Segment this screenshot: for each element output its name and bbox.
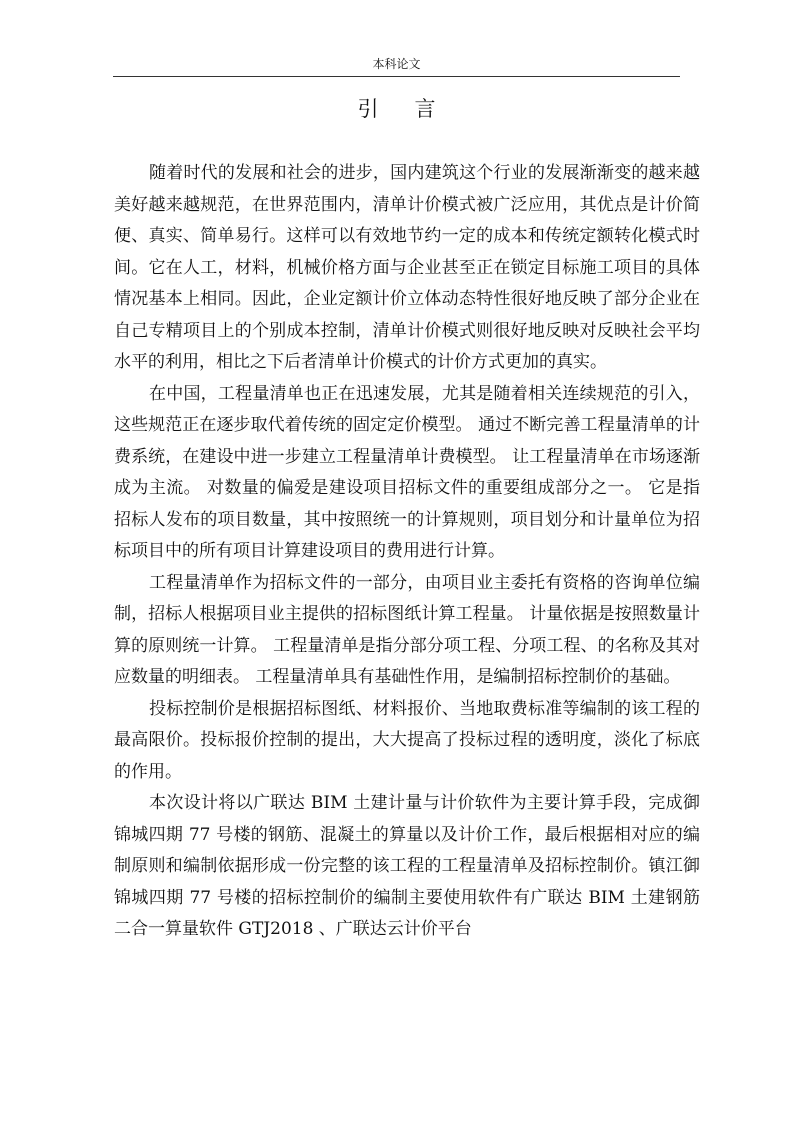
paragraph-1: 随着时代的发展和社会的进步，国内建筑这个行业的发展渐渐变的越来越美好越来越规范，在世界范围内，清单计价模式被广泛应用，其优点是计价简便、真实、简单易行。这样可以有效地节约一定的成本和传统定额转化模式时间。它在人工，材料，机械价格方面与企业甚至正在锁定目标施工项目的具体情况基本上相同。因此，企业定额计价立体动态特性很好地反映了部分企业在自己专精项目上的个别成本控制，清单计价模式则很好地反映对反映社会平均水平的利用，相比之下后者清单计价模式的计价方式更加的真实。 <box>114 163 700 372</box>
running-header: 本科论文 <box>372 57 421 71</box>
paragraph-4: 投标控制价是根据招标图纸、材料报价、当地取费标准等编制的该工程的最高限价。投标报价控制的提出，大大提高了投标过程的透明度，淡化了标底的作用。 <box>114 698 700 782</box>
body-text <box>114 158 700 946</box>
paragraph-5: 本次设计将以广联达 BIM 土建计量与计价软件为主要计算手段，完成御锦城四期 77 号楼的钢筋、混凝土的算量以及计价工作，最后根据相对应的编制原则和编制依据形成一份完整的该工程的工程量清单及招标控制价。镇江御锦城四期 77 号楼的招标控制价的编制主要使用软件有广联达 BIM 土建钢筋二合一算量软件 GTJ2018 、广联达云计价平台 <box>114 793 700 939</box>
paragraph-3: 工程量清单作为招标文件的一部分，由项目业主委托有资格的咨询单位编制，招标人根据项目业主提供的招标图纸计算工程量。 计量依据是按照数量计算的原则统一计算。 工程量清单是指分部分项工程、分项工程、的名称及其对应数量的明细表。 工程量清单具有基础性作用，是编制招标控制价的基础。 <box>114 572 700 687</box>
paragraph-2: 在中国，工程量清单也正在迅速发展，尤其是随着相关连续规范的引入，这些规范正在逐步取代着传统的固定定价模型。 通过不断完善工程量清单的计费系统，在建设中进一步建立工程量清单计费模型。 让工程量清单在市场逐渐成为主流。 对数量的偏爱是建设项目招标文件的重要组成部分之一。 它是指招标人发布的项目数量，其中按照统一的计算规则，项目划分和计量单位为招标项目中的所有项目计算建设项目的费用进行计算。 <box>114 383 700 561</box>
section-title: 引言 <box>357 97 472 121</box>
header-divider <box>113 76 680 77</box>
